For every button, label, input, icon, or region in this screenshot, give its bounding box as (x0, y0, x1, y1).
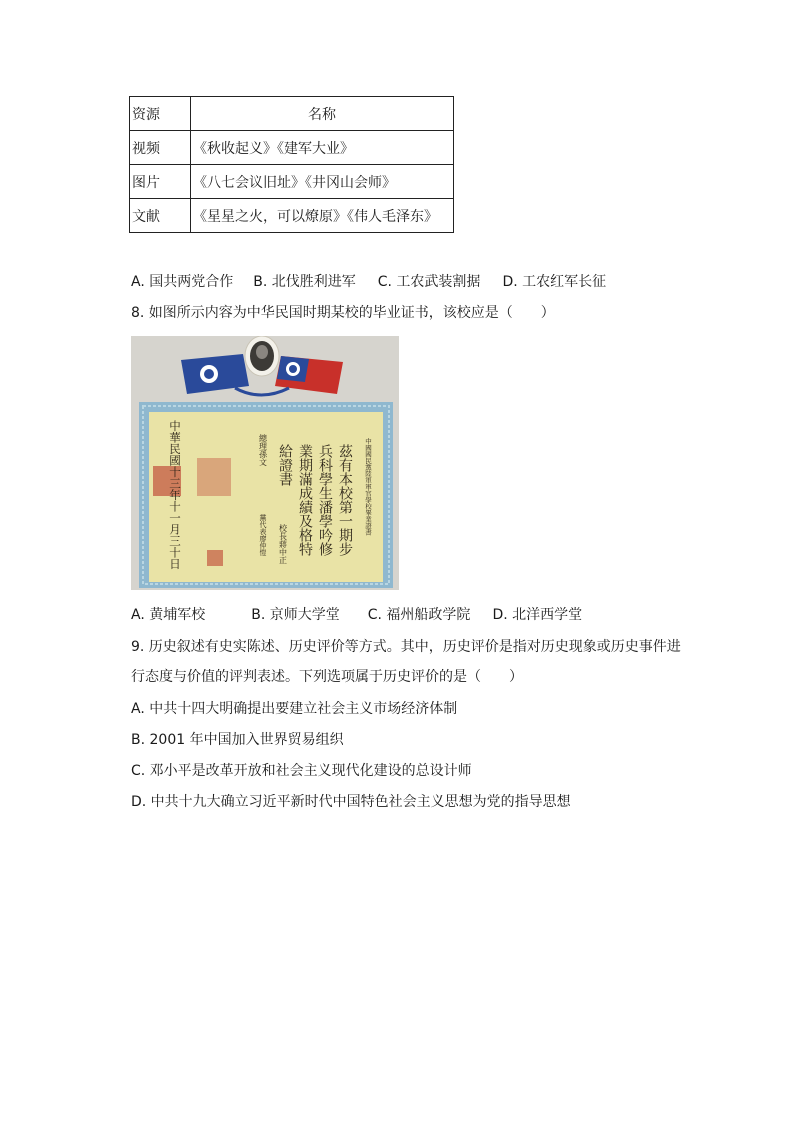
table-row (130, 131, 454, 165)
cert-principal-text: 校長蔣中正 (278, 524, 288, 564)
portrait-image (245, 336, 279, 376)
q9-option-d[interactable]: D. 中共十九大确立习近平新时代中国特色社会主义思想为党的指导思想 (131, 794, 571, 810)
q9-option-c[interactable]: C. 邓小平是改革开放和社会主义现代化建设的总设计师 (131, 763, 472, 779)
red-seal (207, 550, 223, 566)
q8-option-b[interactable]: B. 京师大学堂 (251, 607, 340, 623)
q8-option-d[interactable]: D. 北洋西学堂 (492, 607, 583, 623)
q7-option-d[interactable]: D. 工农红军长征 (502, 274, 607, 290)
q7-option-b[interactable]: B. 北伐胜利进军 (253, 274, 356, 290)
cert-col1-text: 茲有本校第一期步 (337, 444, 353, 556)
cert-title-text: 中國國民黨陸軍軍官學校畢業證書 (364, 438, 372, 536)
certificate-photo (131, 336, 399, 590)
cert-col2-text: 兵科學生潘學吟修 (317, 444, 333, 556)
q9-stem-line2: 行态度与价值的评判表述。下列选项属于历史评价的是（ ） (131, 669, 523, 685)
cert-col3-text: 業期滿成績及格特 (297, 444, 313, 556)
q7-option-a[interactable]: A. 国共两党合作 (131, 274, 234, 290)
q8-stem: 8. 如图所示内容为中华民国时期某校的毕业证书，该校应是（ ） (131, 305, 555, 321)
q8-option-c[interactable]: C. 福州船政学院 (367, 607, 471, 623)
table-cell: 《八七会议旧址》《井冈山会师》 (191, 165, 454, 199)
table-cell: 文献 (130, 199, 191, 233)
table-row (130, 165, 454, 199)
q9-option-a[interactable]: A. 中共十四大明确提出要建立社会主义市场经济体制 (131, 701, 458, 717)
cert-date-text: 中華民國十三年十一月三十日 (168, 420, 182, 570)
table-cell: 图片 (130, 165, 191, 199)
table-header-cell: 名称 (191, 97, 454, 131)
q9-stem-line1: 9. 历史叙述有史实陈述、历史评价等方式。其中，历史评价是指对历史现象或历史事件进 (131, 639, 681, 655)
q8-option-a[interactable]: A. 黄埔军校 (131, 607, 206, 623)
q7-options (131, 272, 606, 292)
table-row (130, 199, 454, 233)
resource-table (129, 96, 454, 233)
cert-rep-text: 黨代表廖仲愷 (259, 514, 267, 556)
table-header-row (130, 97, 454, 131)
q9-option-b[interactable]: B. 2001 年中国加入世界贸易组织 (131, 732, 344, 748)
q7-option-c[interactable]: C. 工农武装割据 (377, 274, 481, 290)
table-cell: 《秋收起义》《建军大业》 (191, 131, 454, 165)
q8-options (131, 605, 582, 625)
certificate-illustration (131, 336, 399, 590)
table-header-cell: 资源 (130, 97, 191, 131)
table-cell: 《星星之火，可以燎原》《伟人毛泽东》 (191, 199, 454, 233)
table-cell: 视频 (130, 131, 191, 165)
cert-col4-text: 給證書 (277, 444, 293, 486)
cert-premier-text: 總理孫文 (258, 434, 268, 466)
red-seal (197, 458, 231, 496)
